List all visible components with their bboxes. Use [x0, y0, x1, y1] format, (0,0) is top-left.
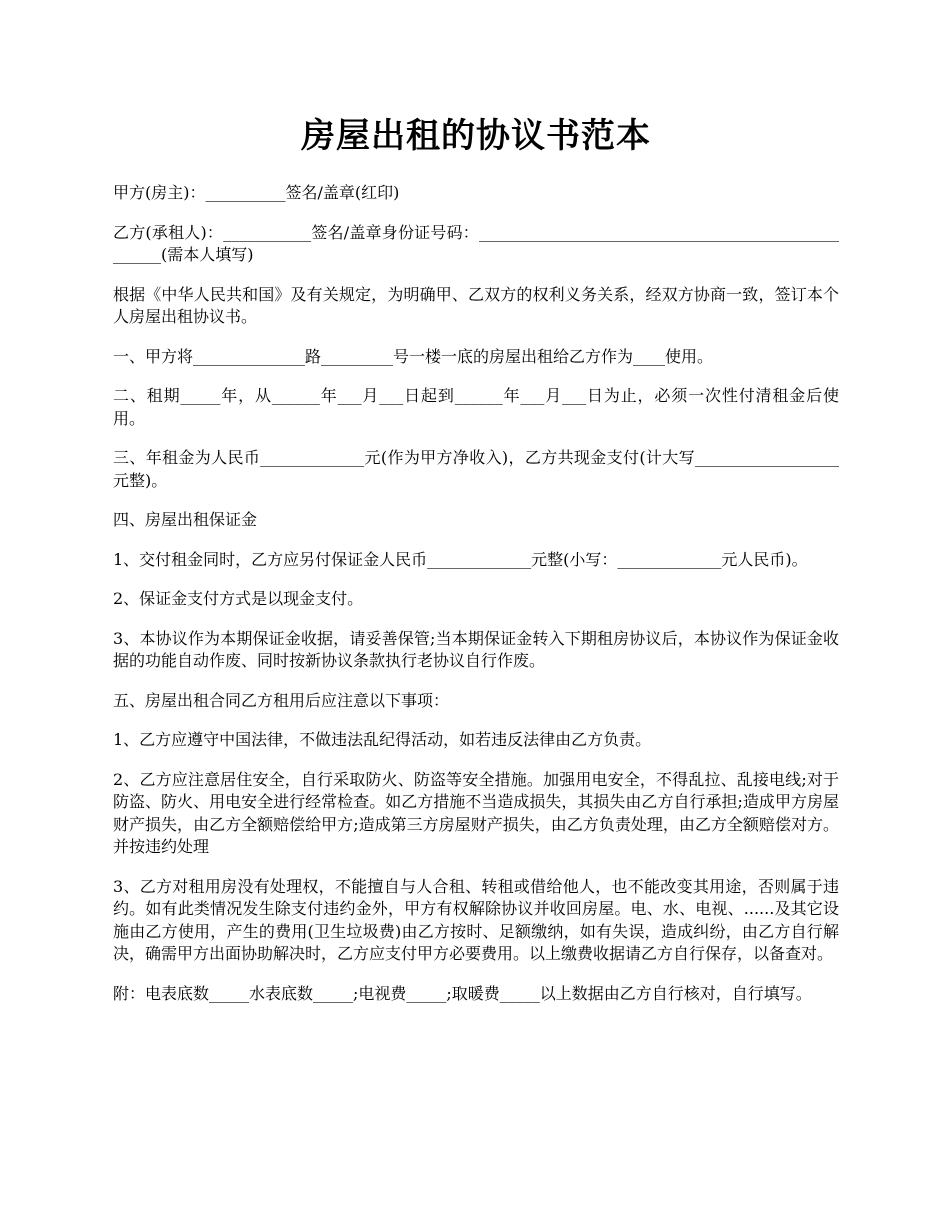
clause-5-item-2: 2、乙方应注意居住安全，自行采取防火、防盗等安全措施。加强用电安全，不得乱拉、乱接电线;对于防盗、防火、用电安全进行经常检查。如乙方措施不当造成损失，其损失由乙方自行承担;造成甲方房屋财产损失，由乙方全额赔偿给甲方;造成第三方房屋财产损失，由乙方负责处理，由乙方全额赔偿对方。并按违约处理 [113, 769, 839, 856]
clause-5-item-3: 3、乙方对租用房没有处理权，不能擅自与人合租、转租或借给他人，也不能改变其用途，否则属于违约。如有此类情况发生除支付违约金外，甲方有权解除协议并收回房屋。电、水、电视、......及其它设施由乙方使用，产生的费用(卫生垃圾费)由乙方按时、足额缴纳，如有失误，造成纠纷，由乙方自行解决，确需甲方出面协助解决时，乙方应支付甲方必要费用。以上缴费收据请乙方自行保存，以备查对。 [113, 876, 839, 963]
clause-5-heading: 五、房屋出租合同乙方租用后应注意以下事项： [113, 690, 450, 710]
clause-3-rent: 三、年租金为人民币_____________元(作为甲方净收入)，乙方共现金支付(计大写__________________元整)。 [113, 448, 839, 490]
clause-2-term: 二、租期_____年，从______年___月___日起到______年___月___日为止，必须一次性付清租金后使用。 [113, 386, 839, 428]
clause-4-item-3: 3、本协议作为本期保证金收据，请妥善保管;当本期保证金转入下期租房协议后，本协议作为保证金收据的功能自动作废、同时按新协议条款执行老协议自行作废。 [113, 628, 839, 670]
clause-1-property: 一、甲方将______________路_________号一楼一底的房屋出租给乙方作为____使用。 [113, 346, 714, 366]
document-page [113, 112, 839, 1022]
clause-5-item-1: 1、乙方应遵守中国法律，不做违法乱纪得活动，如若违反法律由乙方负责。 [113, 730, 652, 749]
party-a-line: 甲方(房主)：__________签名/盖章(红印) [113, 183, 400, 202]
party-b-line: 乙方(承租人)：___________签名/盖章身份证号码：___________________________________________________(需本人填写) [113, 222, 839, 264]
document-title: 房屋出租的协议书范本 [301, 116, 651, 156]
clause-4-item-2: 2、保证金支付方式是以现金支付。 [113, 589, 364, 608]
appendix-paragraph: 附：电表底数_____水表底数_____;电视费_____;取暖费_____以上数据由乙方自行核对，自行填写。 [113, 983, 812, 1003]
preamble-paragraph: 根据《中华人民共和国》及有关规定，为明确甲、乙双方的权利义务关系，经双方协商一致，签订本个人房屋出租协议书。 [113, 284, 839, 326]
clause-4-heading: 四、房屋出租保证金 [113, 510, 258, 529]
clause-4-item-1: 1、交付租金同时，乙方应另付保证金人民币_____________元整(小写：_____________元人民币)。 [113, 549, 808, 569]
